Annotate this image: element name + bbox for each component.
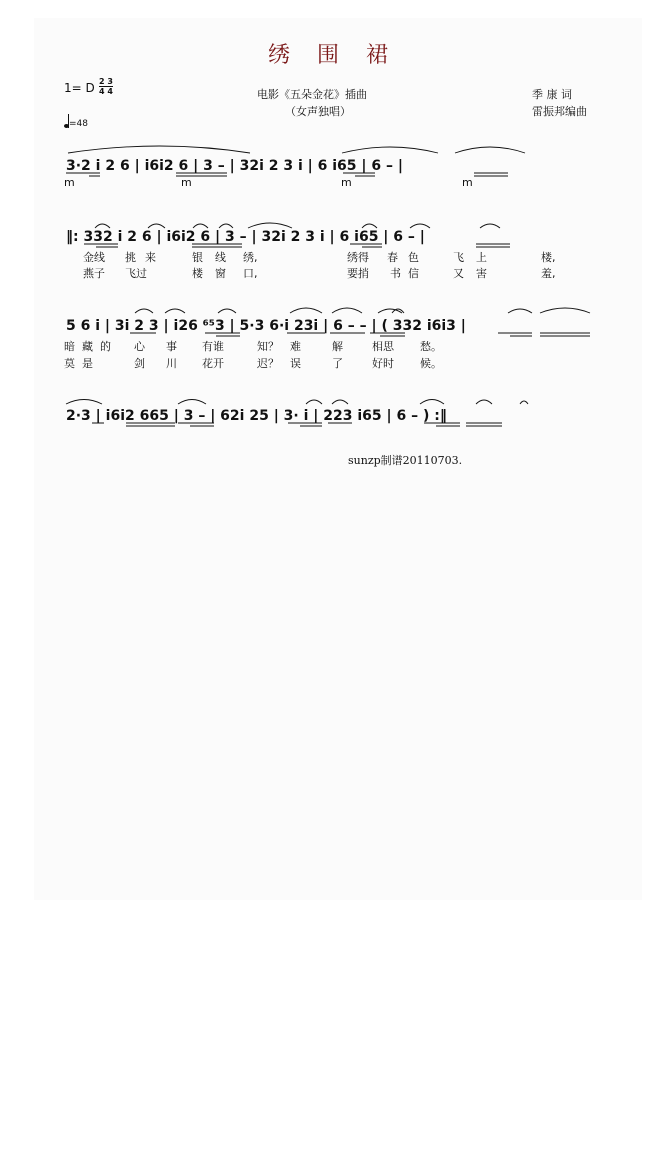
svg-text:飞: 飞 [453,251,464,264]
svg-text:好时: 好时 [372,357,394,370]
svg-text:书: 书 [390,267,401,280]
svg-text:川: 川 [166,357,177,370]
svg-text:来: 来 [145,251,156,264]
svg-text:心: 心 [134,340,145,353]
tempo-value: =48 [69,119,88,129]
svg-text:相思: 相思 [372,340,394,353]
song-title: 绣 围 裙 [268,43,398,68]
svg-text:害: 害 [476,267,487,280]
svg-text:色: 色 [408,251,419,264]
m-mark: m [341,176,352,189]
row1-notation: 3·2 i 2 6 | i6i2 6 | 3 – | 32i 2 3 i | 6 i65 | 6 – | [66,158,404,174]
svg-text:剑: 剑 [134,357,145,370]
svg-text:信: 信 [408,267,419,280]
svg-text:莫: 莫 [64,357,75,370]
svg-text:春: 春 [387,251,398,264]
svg-text:知？: 知？ [257,340,279,353]
svg-text:暗: 暗 [64,340,75,353]
transcriber-note: sunzp制谱20110703. [348,454,463,467]
svg-text:愁。: 愁。 [420,340,442,353]
svg-text:金线: 金线 [83,251,105,264]
lyricist-credit: 季 康 词 [532,88,572,101]
svg-text:有谁: 有谁 [202,340,224,353]
svg-text:飞过: 飞过 [125,267,147,280]
score-sheet [34,18,642,900]
m-mark: m [64,176,75,189]
svg-text:迟？: 迟？ [257,357,279,370]
row4-notation: 2·3 | i6i2 665 | 3 – | 62i 25 | 3· i | 223 i65 | 6 – ) :‖ [66,408,447,424]
source-note: 电影《五朵金花》插曲 [257,88,367,101]
row3-notation: 5 6 i | 3i 2 3 | i26 ⁶⁵3 | 5·3 6·i 23i | 6 – – | ( 332 i6i3 | [66,318,466,334]
svg-text:楼,: 楼, [541,251,556,264]
m-mark: m [462,176,473,189]
svg-text:花开: 花开 [202,357,224,370]
meter-bottom: 4 4 [99,87,113,96]
svg-text:线: 线 [215,251,226,264]
svg-text:要捎: 要捎 [347,267,369,280]
svg-text:难: 难 [290,340,301,353]
svg-text:又: 又 [453,267,464,280]
svg-text:口,: 口, [243,267,258,280]
svg-text:燕子: 燕子 [83,267,105,280]
svg-text:候。: 候。 [420,357,442,370]
composer-credit: 雷振邦编曲 [532,105,587,118]
tempo-marking [64,114,88,129]
svg-text:是: 是 [82,357,93,370]
key-signature: 1= D [64,81,95,95]
svg-text:了: 了 [332,357,343,370]
svg-text:绣,: 绣, [243,251,258,264]
svg-text:误: 误 [290,357,301,370]
svg-text:藏: 藏 [82,340,93,353]
m-mark: m [181,176,192,189]
svg-text:挑: 挑 [125,251,136,264]
row2-notation: ‖: 332 i 2 6 | i6i2 6 | 3 – | 32i 2 3 i | 6 i65 | 6 – | [66,229,425,245]
time-signature [99,77,113,96]
performance-note: （女声独唱） [285,105,351,118]
svg-text:楼: 楼 [192,267,203,280]
meter-top: 2 3 [99,77,113,86]
svg-text:羞,: 羞, [541,267,556,280]
svg-text:的: 的 [100,340,111,353]
svg-text:事: 事 [166,340,177,353]
svg-text:银: 银 [192,251,203,264]
svg-text:窗: 窗 [215,267,226,280]
svg-text:解: 解 [332,340,343,353]
svg-text:上: 上 [476,251,487,264]
svg-text:绣得: 绣得 [347,251,369,264]
